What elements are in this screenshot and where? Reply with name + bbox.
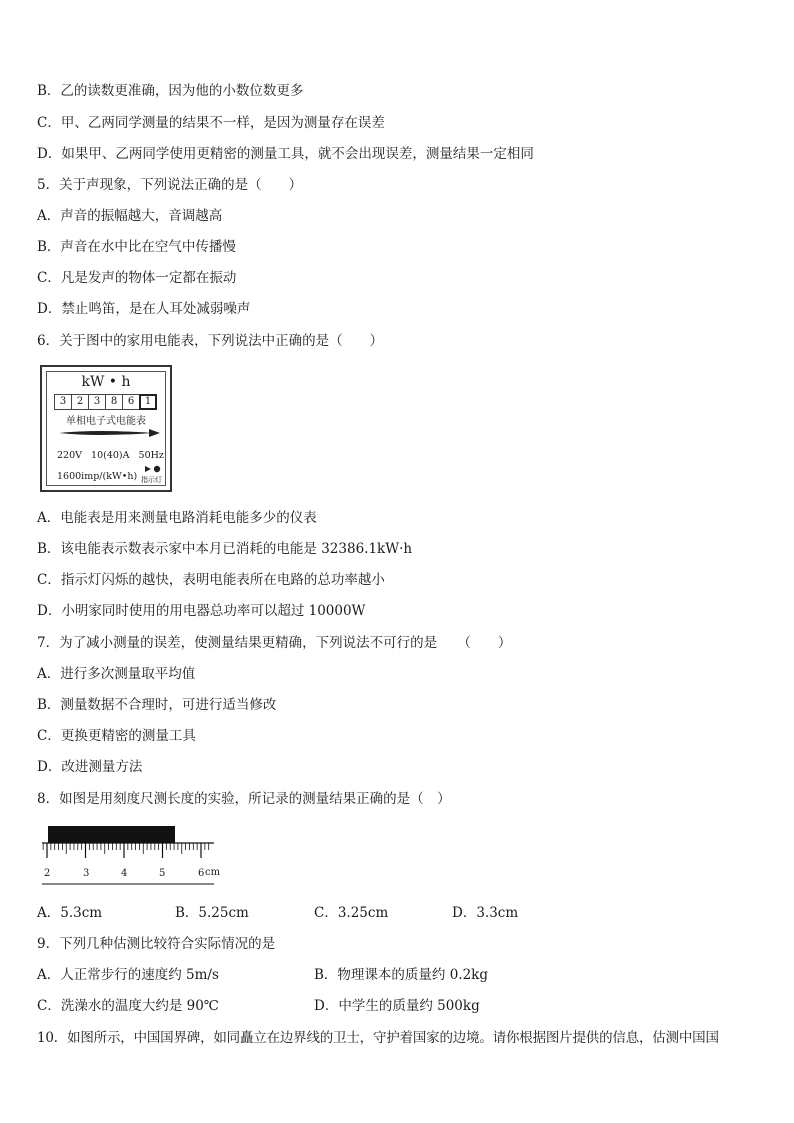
energy-meter-figure xyxy=(40,365,172,492)
ruler-label-3: 3 xyxy=(83,868,90,879)
meter-digit-row xyxy=(54,394,157,410)
q6-option-d: D．小明家同时使用的用电器总功率可以超过 10000W xyxy=(37,603,366,619)
q4-option-c: C．甲、乙两同学测量的结果不一样，是因为测量存在误差 xyxy=(37,115,385,131)
q6-option-b: B．该电能表示数表示家中本月已消耗的电能是 32386.1kW·h xyxy=(37,541,413,557)
measured-object xyxy=(48,826,175,843)
q6-stem: 6．关于图中的家用电能表，下列说法中正确的是（ ） xyxy=(37,333,384,349)
indicator-light-icon xyxy=(144,465,162,473)
q7-stem: 7．为了减小测量的误差，使测量结果更精确，下列说法不可行的是 （ ） xyxy=(37,635,512,651)
q8-stem: 8．如图是用刻度尺测长度的实验，所记录的测量结果正确的是（ ） xyxy=(37,791,451,807)
ruler-label-6: 6 xyxy=(198,868,205,879)
meter-digit: 3 xyxy=(88,394,106,410)
q7-option-c: C．更换更精密的测量工具 xyxy=(37,728,196,744)
q4-option-d: D．如果甲、乙两同学使用更精密的测量工具，就不会出现误差，测量结果一定相同 xyxy=(37,146,534,162)
q6-option-a: A．电能表是用来测量电路消耗电能多少的仪表 xyxy=(37,510,317,526)
meter-imp-label: 1600imp/(kW•h) xyxy=(57,471,138,482)
ruler-drawing xyxy=(40,824,220,886)
ruler-label-4: 4 xyxy=(121,868,128,879)
q5-stem: 5．关于声现象，下列说法正确的是（ ） xyxy=(37,177,303,193)
meter-digit: 3 xyxy=(54,394,72,410)
meter-unit-label: kW • h xyxy=(81,374,131,390)
meter-digit: 2 xyxy=(71,394,89,410)
q8-option-b: B．5.25cm xyxy=(175,905,249,921)
ruler-figure xyxy=(40,824,220,886)
q8-option-d: D．3.3cm xyxy=(452,905,519,921)
ruler-unit-label: cm xyxy=(205,867,221,878)
indicator-light-label: 指示灯 xyxy=(141,476,162,484)
q10-stem: 10．如图所示，中国国界碑，如同矗立在边界线的卫士，守护着国家的边境。请你根据图片提供的信息，估测中国国 xyxy=(37,1030,719,1046)
meter-digit: 8 xyxy=(105,394,123,410)
q6-option-c: C．指示灯闪烁的越快，表明电能表所在电路的总功率越小 xyxy=(37,572,385,588)
q9-option-d: D．中学生的质量约 500kg xyxy=(314,998,480,1014)
meter-name-label: 单相电子式电能表 xyxy=(66,416,146,427)
q9-option-a: A．人正常步行的速度约 5m/s xyxy=(37,967,219,983)
q9-option-c: C．洗澡水的温度大约是 90℃ xyxy=(37,998,219,1014)
q8-option-c: C．3.25cm xyxy=(314,905,389,921)
ruler-label-5: 5 xyxy=(159,868,166,879)
q7-option-a: A．进行多次测量取平均值 xyxy=(37,666,196,682)
q7-option-d: D．改进测量方法 xyxy=(37,759,143,775)
meter-digit-decimal: 1 xyxy=(139,394,157,410)
q5-option-b: B．声音在水中比在空气中传播慢 xyxy=(37,239,236,255)
q7-option-b: B．测量数据不合理时，可进行适当修改 xyxy=(37,697,277,713)
q4-option-b: B．乙的读数更准确，因为他的小数位数更多 xyxy=(37,83,304,99)
meter-spec-label: 220V 10(40)A 50Hz xyxy=(57,450,164,461)
q9-stem: 9．下列几种估测比较符合实际情况的是 xyxy=(37,936,276,952)
q8-option-a: A．5.3cm xyxy=(37,905,103,921)
q5-option-c: C．凡是发声的物体一定都在振动 xyxy=(37,270,237,286)
q5-option-a: A．声音的振幅越大，音调越高 xyxy=(37,208,223,224)
q5-option-d: D．禁止鸣笛，是在人耳处减弱噪声 xyxy=(37,301,251,317)
meter-digit: 6 xyxy=(122,394,140,410)
meter-arrow-icon xyxy=(57,428,161,438)
q9-option-b: B．物理课本的质量约 0.2kg xyxy=(314,967,489,983)
ruler-label-2: 2 xyxy=(44,868,51,879)
